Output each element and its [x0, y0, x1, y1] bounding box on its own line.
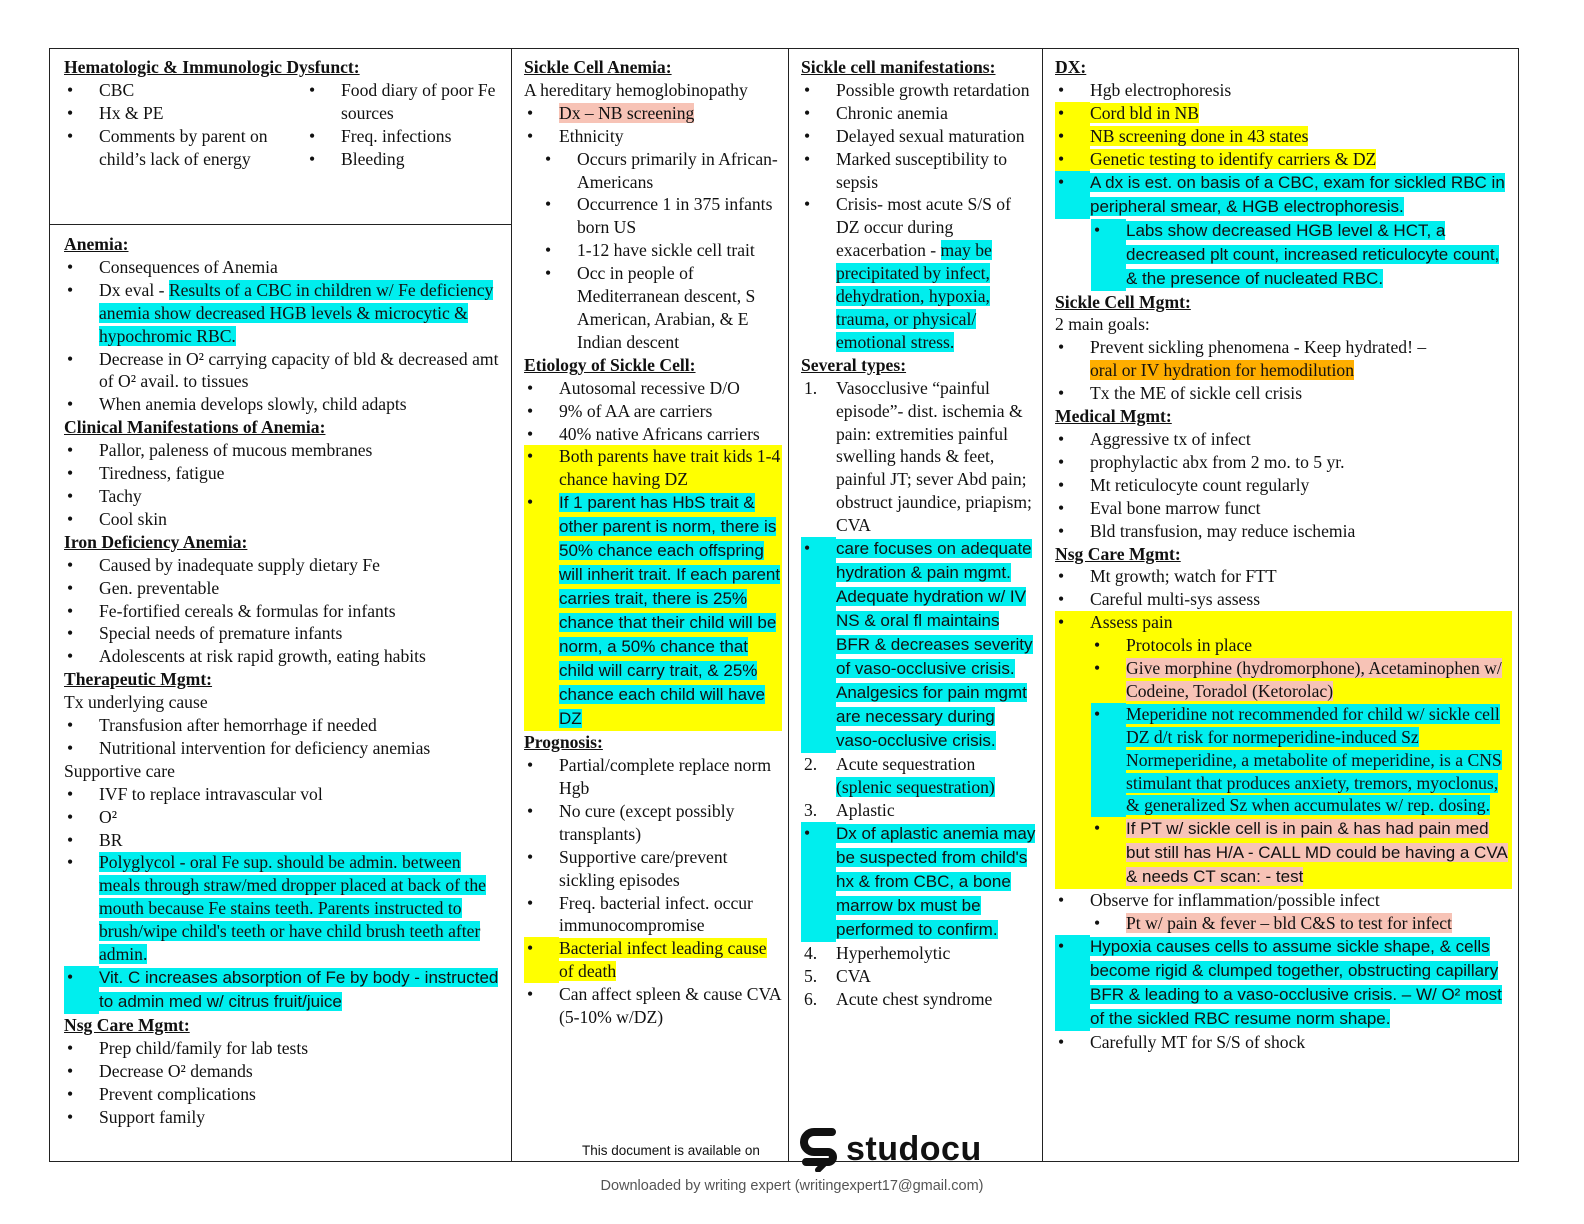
list-item: • Give morphine (hydromorphone), Acetaminophen w/ Codeine, Toradol (Ketorolac) [1094, 658, 1502, 701]
list-item: • Marked susceptibility to sepsis [804, 148, 1008, 192]
prognosis-heading: Prognosis: [524, 732, 603, 753]
list-item: • When anemia develops slowly, child adapts [67, 394, 407, 415]
list-item: • Mt reticulocyte count regularly [1058, 474, 1310, 495]
list-item: • Decrease O² demands [67, 1060, 253, 1081]
list-item: • IVF to replace intravascular vol [67, 783, 323, 804]
list-item: • Bacterial infect leading cause of death [524, 937, 782, 983]
list-item: 1. Vasocclusive “painful episode”- dist. ischemia & pain: extremities painful swelling hands & feet, painful JT; sever Abd pain; obstruct jaundice, priapism; CVA [804, 377, 1032, 536]
list-item-highlighted: • Both parents have trait kids 1-4 chance having DZ [524, 445, 782, 491]
highlight-cyan: (splenic sequestration) [836, 776, 995, 797]
nsg-care-heading: Nsg Care Mgmt: [1055, 543, 1181, 564]
list-item: 6. Acute chest syndrome [804, 988, 993, 1009]
list-item: • Polyglycol - oral Fe sup. should be admin. between meals through straw/med dropper placed at back of the mouth because Fe stains teeth. Parents instructed to brush/wipe child's teeth or have child brush teeth after admin. [67, 852, 486, 965]
highlight-yellow: Bacterial infect leading cause of death [559, 938, 767, 982]
list-item: • Ethnicity [527, 125, 624, 146]
list-item: • Occurrence 1 in 375 infants born US [545, 194, 773, 238]
nsg-heading: Nsg Care Mgmt: [64, 1015, 190, 1035]
list-item: • Can affect spleen & cause CVA (5-10% w/DZ) [527, 984, 781, 1028]
divider [50, 224, 511, 225]
column-2 [512, 49, 789, 1161]
list-item: • Hgb electrophoresis [1058, 79, 1232, 100]
list-item: • Transfusion after hemorrhage if needed [67, 715, 377, 736]
list-item: • Occ in people of Mediterranean descent, S American, Arabian, & E Indian descent [545, 263, 756, 352]
anemia-box [50, 233, 511, 1129]
list-item: • Fe-fortified cereals & formulas for infants [67, 600, 396, 621]
list-item: • NB screening done in 43 states [1055, 125, 1512, 148]
list-item: • prophylactic abx from 2 mo. to 5 yr. [1058, 451, 1345, 472]
highlight-cyan: may be precipitated by infect, dehydration, hypoxia, trauma, or physical/ emotional stress. [836, 240, 992, 352]
download-notice: Downloaded by writing expert (writingexpert17@gmail.com) [600, 1178, 984, 1194]
highlight-cyan: care focuses on adequate hydration & pain mgmt. Adequate hydration w/ IV NS & oral fl maintains BFR & decreases severity of vaso-occlusive crisis. Analgesics for pain mgmt are necessary during vaso-occlusive crisis. [836, 539, 1033, 751]
list-item: • Prep child/family for lab tests [67, 1037, 309, 1058]
list-item: • Aggressive tx of infect [1058, 428, 1251, 449]
list-item: • Supportive care/prevent sickling episodes [527, 846, 728, 890]
list-item: • Tiredness, fatigue [67, 463, 225, 484]
list-item: • Vit. C increases absorption of Fe by body - instructed to admin med w/ citrus fruit/juice [64, 966, 501, 1014]
dysfunction-heading: Hematologic & Immunologic Dysfunct: [64, 57, 360, 77]
list-item: • O² [67, 806, 117, 827]
highlight-cyan: Results of a CBC in children w/ Fe deficiency anemia show decreased HGB levels & microcytic & hypochromic RBC. [99, 279, 494, 346]
list-item: • Crisis- most acute S/S of DZ occur during exacerbation - may be precipitated by infect, dehydration, hypoxia, trauma, or physical/ emotional stress. [804, 194, 1011, 352]
list-item: • Decrease in O² carrying capacity of bld & decreased amt of O² avail. to tissues [67, 348, 499, 392]
list-item: • Chronic anemia [804, 102, 948, 123]
column-3 [789, 49, 1043, 1161]
list-item: • Mt growth; watch for FTT [1058, 566, 1277, 587]
list-item-highlighted: • If 1 parent has HbS trait & other parent is norm, there is 50% chance each offspring will inherit trait. If each parent carries trait, there is 25% chance that their child will be norm, a 50% chance that child will carry trait, & 25% chance each child will have DZ [524, 491, 782, 731]
list-item: • 1-12 have sickle cell trait [545, 240, 755, 261]
list-item: • Hx & PE [67, 102, 164, 123]
assess-pain-block [1055, 611, 1512, 889]
list-item: • Bleeding [309, 148, 405, 169]
studocu-logo-icon [798, 1126, 844, 1172]
text-line: Supportive care [64, 760, 175, 781]
list-item: • Protocols in place [1094, 635, 1253, 656]
list-item: • Bld transfusion, may reduce ischemia [1058, 520, 1356, 541]
list-item: • A dx is est. on basis of a CBC, exam for sickled RBC in peripheral smear, & HGB electrophoresis. [1055, 171, 1512, 219]
list-item: • Observe for inflammation/possible infect [1058, 890, 1380, 911]
list-item: • Assess pain [1058, 612, 1173, 633]
sca-heading: Sickle Cell Anemia: [524, 57, 672, 77]
list-item: • Gen. preventable [67, 577, 220, 598]
list-item: • Dx – NB screening [527, 102, 695, 123]
list-item: • Occurs primarily in African-Americans [545, 148, 778, 192]
list-item: • Meperidine not recommended for child w/ sickle cell DZ d/t risk for normeperidine-induced Sz Normeperidine, a metabolite of meperidine, is a CNS stimulant that produces anxiety, tremors, myoclonus, & generalized Sz when accumulates w/ rep. dosing. [1055, 703, 1512, 818]
list-item: • Hypoxia causes cells to assume sickle shape, & cells become rigid & clumped together, obstructing capillary BFR & leading to a vaso-occlusive crisis. – W/ O² most of the sickled RBC resume norm shape. [1055, 935, 1512, 1031]
list-item: 3. Aplastic [804, 799, 895, 820]
list-item: • Autosomal recessive D/O [527, 377, 740, 398]
anemia-heading: Anemia: [64, 234, 129, 254]
highlight-cyan: If 1 parent has HbS trait & other parent is norm, there is 50% chance each offspring will inherit trait. If each parent carries trait, there is 25% chance that their child will be norm, a 50% chance that child will carry trait, & 25% chance each child will have DZ [559, 493, 781, 729]
text-line: 2 main goals: [1055, 314, 1150, 335]
highlight-pink: Pt w/ pain & fever – bld C&S to test for infect [1126, 913, 1452, 934]
study-sheet [49, 48, 1519, 1162]
highlight-pink: Dx – NB screening [559, 102, 695, 123]
highlight-cyan: Meperidine not recommended for child w/ sickle cell DZ d/t risk for normeperidine-induced Sz Normeperidine, a metabolite of meperidine, is a CNS stimulant that produces anxiety, tremors, myoclonus, & generalized Sz when accumulates w/ rep. dosing. [1126, 703, 1502, 816]
list-item: • Labs show decreased HGB level & HCT, a decreased plt count, increased reticulocyte count, & the presence of nucleated RBC. [1055, 219, 1512, 291]
mgmt-heading: Sickle Cell Mgmt: [1055, 291, 1191, 312]
list-item: • Adolescents at risk rapid growth, eating habits [67, 646, 426, 667]
list-item: • Prevent sickling phenomena - Keep hydrated! – oral or IV hydration for hemodilution [1058, 337, 1427, 381]
list-item: • If PT w/ sickle cell is in pain & has had pain med but still has H/A - CALL MD could be having a CVA & needs CT scan: - test [1094, 818, 1508, 887]
list-item: 2. Acute sequestration (splenic sequestration) [804, 754, 995, 797]
highlight-cyan: Vit. C increases absorption of Fe by body - instructed to admin med w/ citrus fruit/juice [99, 968, 499, 1011]
list-item: • Special needs of premature infants [67, 623, 343, 644]
highlight-yellow: Genetic testing to identify carriers & DZ [1090, 148, 1377, 169]
list-item: • Possible growth retardation [804, 79, 1030, 100]
studocu-logo-text: studocu [846, 1129, 982, 1168]
list-item: • Delayed sexual maturation [804, 125, 1025, 146]
clinical-heading: Clinical Manifestations of Anemia: [64, 417, 326, 438]
highlight-cyan: Dx of aplastic anemia may be suspected from child's hx & from CBC, a bone marrow bx must be performed to confirm. [836, 823, 1036, 939]
dx-heading: DX: [1055, 57, 1087, 77]
list-item: • Dx eval - Results of a CBC in children w/ Fe deficiency anemia show decreased HGB levels & microcytic & hypochromic RBC. [67, 279, 494, 346]
studocu-logo[interactable] [798, 1126, 990, 1172]
list-item: • Consequences of Anemia [67, 256, 278, 277]
list-item: • Food diary of poor Fe sources [309, 79, 496, 123]
column-4 [1043, 49, 1518, 1161]
list-item: • care focuses on adequate hydration & pain mgmt. Adequate hydration w/ IV NS & oral fl maintains BFR & decreases severity of vaso-occlusive crisis. Analgesics for pain mgmt are necessary during vaso-occlusive crisis. [801, 537, 1036, 753]
list-item: • CBC [67, 79, 135, 100]
list-item: 4. Hyperhemolytic [804, 942, 951, 963]
list-item: • Partial/complete replace norm Hgb [527, 755, 772, 799]
highlight-pink: Give morphine (hydromorphone), Acetaminophen w/ Codeine, Toradol (Ketorolac) [1126, 658, 1502, 701]
list-item: • No cure (except possibly transplants) [527, 800, 735, 844]
highlight-cyan: A dx is est. on basis of a CBC, exam for sickled RBC in peripheral smear, & HGB electrophoresis. [1090, 172, 1505, 216]
list-item: • Prevent complications [67, 1083, 256, 1104]
list-item: • 9% of AA are carriers [527, 400, 713, 421]
list-item: • Eval bone marrow funct [1058, 497, 1261, 518]
highlight-cyan: Polyglycol - oral Fe sup. should be admin. between meals through straw/med dropper placed at back of the mouth because Fe stains teeth. Parents instructed to brush/wipe child's teeth or have child brush teeth after admin. [99, 852, 486, 965]
text-line: Tx underlying cause [64, 692, 208, 713]
list-item: • Cool skin [67, 508, 167, 529]
list-item: • Cord bld in NB [1055, 102, 1512, 125]
highlight-cyan: Hypoxia causes cells to assume sickle shape, & cells become rigid & clumped together, obstructing capillary BFR & leading to a vaso-occlusive crisis. – W/ O² most of the sickled RBC resume norm shape. [1090, 937, 1502, 1029]
list-item: • Support family [67, 1106, 206, 1127]
list-item: • Comments by parent on child’s lack of energy [67, 125, 268, 169]
types-heading: Several types: [801, 354, 907, 375]
list-item: • Pt w/ pain & fever – bld C&S to test for infect [1094, 913, 1452, 934]
etiology-heading: Etiology of Sickle Cell: [524, 354, 696, 375]
list-item: • BR [67, 829, 123, 850]
manifest-heading: Sickle cell manifestations: [801, 57, 996, 77]
list-item: • Caused by inadequate supply dietary Fe [67, 554, 380, 575]
list-item: • Genetic testing to identify carriers & DZ [1055, 148, 1512, 171]
iron-heading: Iron Deficiency Anemia: [64, 531, 248, 552]
list-item: • Tx the ME of sickle cell crisis [1058, 383, 1303, 404]
list-item: • Nutritional intervention for deficiency anemias [67, 737, 431, 758]
highlight-cyan: Labs show decreased HGB level & HCT, a decreased plt count, increased reticulocyte count, & the presence of nucleated RBC. [1126, 220, 1500, 288]
list-item: • Freq. bacterial infect. occur immunocompromise [527, 892, 753, 936]
list-item: • Tachy [67, 485, 142, 506]
highlight-pink: If PT w/ sickle cell is in pain & has had pain med but still has H/A - CALL MD could be having a CVA & needs CT scan: - test [1126, 819, 1508, 887]
column-1 [50, 49, 512, 1161]
dysfunction-box [50, 56, 511, 224]
list-item: • Pallor, paleness of mucous membranes [67, 440, 373, 461]
highlight-yellow: NB screening done in 43 states [1090, 125, 1309, 146]
highlight-orange: oral or IV hydration for hemodilution [1090, 360, 1355, 381]
list-item: • Freq. infections [309, 125, 452, 146]
list-item: 5. CVA [804, 965, 871, 986]
list-item: • Careful multi-sys assess [1058, 589, 1261, 610]
list-item: • Carefully MT for S/S of shock [1058, 1032, 1306, 1053]
list-item: • Dx of aplastic anemia may be suspected from child's hx & from CBC, a bone marrow bx must be performed to confirm. [801, 822, 1036, 942]
medical-heading: Medical Mgmt: [1055, 406, 1172, 427]
available-on-text: This document is available on [582, 1143, 760, 1158]
highlight-yellow: Cord bld in NB [1090, 102, 1199, 123]
text-line: A hereditary hemoglobinopathy [524, 79, 748, 100]
list-item: • 40% native Africans carriers [527, 423, 760, 444]
therapeutic-heading: Therapeutic Mgmt: [64, 669, 213, 690]
